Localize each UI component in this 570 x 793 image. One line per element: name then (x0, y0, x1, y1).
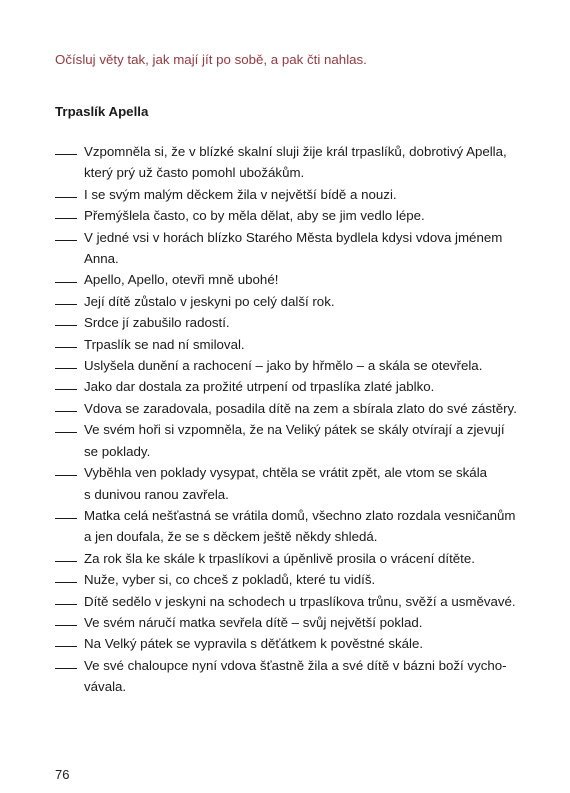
order-blank[interactable] (55, 269, 77, 283)
story-title: Trpaslík Apella (55, 104, 149, 119)
sentence-text (84, 355, 535, 376)
sentence-text (84, 505, 535, 548)
order-blank[interactable] (55, 591, 77, 605)
order-blank[interactable] (55, 141, 77, 155)
sentence-text (84, 548, 535, 569)
sentence-item (55, 141, 535, 184)
sentence-item (55, 548, 535, 569)
sentence-text (84, 141, 535, 184)
sentence-line: a jen doufala, že se s děckem ještě někdy shledá. (84, 529, 378, 545)
sentence-text (84, 655, 535, 698)
sentence-text (84, 334, 535, 355)
sentence-line: Dítě sedělo v jeskyni na schodech u trpaslíkova trůnu, svěží a usměvavé. (84, 593, 516, 609)
sentence-item (55, 612, 535, 633)
sentence-item (55, 398, 535, 419)
order-blank[interactable] (55, 612, 77, 626)
sentence-item (55, 269, 535, 290)
sentence-text (84, 227, 535, 270)
order-blank[interactable] (55, 548, 77, 562)
sentence-text (84, 591, 535, 612)
sentence-line: Srdce jí zabušilo radostí. (84, 315, 230, 331)
sentence-line: Za rok šla ke skále k trpaslíkovi a úpěnlivě prosila o vrácení dítěte. (84, 550, 475, 566)
sentence-line: Trpaslík se nad ní smiloval. (84, 336, 245, 352)
order-blank[interactable] (55, 419, 77, 433)
order-blank[interactable] (55, 655, 77, 669)
order-blank[interactable] (55, 462, 77, 476)
sentence-item (55, 376, 535, 397)
order-blank[interactable] (55, 355, 77, 369)
sentence-line: Matka celá nešťastná se vrátila domů, všechno zlato rozdala vesničanům (84, 507, 516, 523)
instruction-text: Očísluj věty tak, jak mají jít po sobě, a pak čti nahlas. (55, 52, 367, 67)
sentence-line: V jedné vsi v horách blízko Starého Města bydlela kdysi vdova jménem (84, 229, 503, 245)
sentence-line: Přemýšlela často, co by měla dělat, aby se jim vedlo lépe. (84, 208, 425, 224)
sentence-line: Její dítě zůstalo v jeskyni po celý další rok. (84, 293, 335, 309)
sentence-item (55, 227, 535, 270)
sentence-line: Ve svém hoři si vzpomněla, že na Veliký pátek se skály otvírají a zjevují (84, 422, 505, 438)
sentence-line: Ve svém náručí matka sevřela dítě – svůj největší poklad. (84, 614, 423, 630)
order-blank[interactable] (55, 312, 77, 326)
order-blank[interactable] (55, 398, 77, 412)
sentence-item (55, 291, 535, 312)
sentence-text (84, 633, 535, 654)
order-blank[interactable] (55, 184, 77, 198)
order-blank[interactable] (55, 227, 77, 241)
sentence-line: Nuže, vyber si, co chceš z pokladů, které tu vidíš. (84, 572, 376, 588)
sentence-item (55, 591, 535, 612)
sentence-text (84, 376, 535, 397)
sentence-line: Anna. (84, 251, 119, 267)
sentence-line: Jako dar dostala za prožité utrpení od trpaslíka zlaté jablko. (84, 379, 435, 395)
sentence-item (55, 312, 535, 333)
sentence-item (55, 462, 535, 505)
sentence-text (84, 184, 535, 205)
sentence-line: Vdova se zaradovala, posadila dítě na zem a sbírala zlato do své zástěry. (84, 400, 517, 416)
sentence-item (55, 655, 535, 698)
sentence-item (55, 633, 535, 654)
sentence-text (84, 398, 535, 419)
order-blank[interactable] (55, 205, 77, 219)
sentence-item (55, 569, 535, 590)
sentence-line: Vzpomněla si, že v blízké skalní sluji žije král trpaslíků, dobrotivý Apella, (84, 144, 507, 159)
order-blank[interactable] (55, 569, 77, 583)
sentence-line: Vyběhla ven poklady vysypat, chtěla se vrátit zpět, ale vtom se skála (84, 465, 488, 481)
sentence-line: Ve své chaloupce nyní vdova šťastně žila a své dítě v bázni boží vycho- (84, 657, 507, 673)
sentence-text (84, 462, 535, 505)
sentence-line: I se svým malým děckem žila v největší bídě a nouzi. (84, 186, 397, 202)
sentence-text (84, 612, 535, 633)
sentence-text (84, 269, 535, 290)
sentence-line: který prý už často pomohl ubožákům. (84, 165, 305, 181)
sentence-item (55, 419, 535, 462)
sentence-line: se poklady. (84, 443, 151, 459)
sentence-item (55, 334, 535, 355)
sentence-item (55, 505, 535, 548)
order-blank[interactable] (55, 376, 77, 390)
sentence-item (55, 205, 535, 226)
order-blank[interactable] (55, 505, 77, 519)
order-blank[interactable] (55, 633, 77, 647)
sentence-line: s dunivou ranou zavřela. (84, 486, 229, 502)
sentence-line: Apello, Apello, otevři mně ubohé! (84, 272, 279, 288)
sentence-list (55, 141, 535, 698)
sentence-text (84, 205, 535, 226)
sentence-item (55, 355, 535, 376)
order-blank[interactable] (55, 334, 77, 348)
sentence-line: Uslyšela dunění a rachocení – jako by hřmělo – a skála se otevřela. (84, 358, 483, 374)
page-number: 76 (55, 767, 70, 782)
sentence-text (84, 312, 535, 333)
sentence-text (84, 569, 535, 590)
sentence-line: vávala. (84, 679, 127, 695)
sentence-line: Na Velký pátek se vypravila s děťátkem k pověstné skále. (84, 636, 424, 652)
order-blank[interactable] (55, 291, 77, 305)
sentence-item (55, 184, 535, 205)
sentence-text (84, 291, 535, 312)
sentence-text (84, 419, 535, 462)
